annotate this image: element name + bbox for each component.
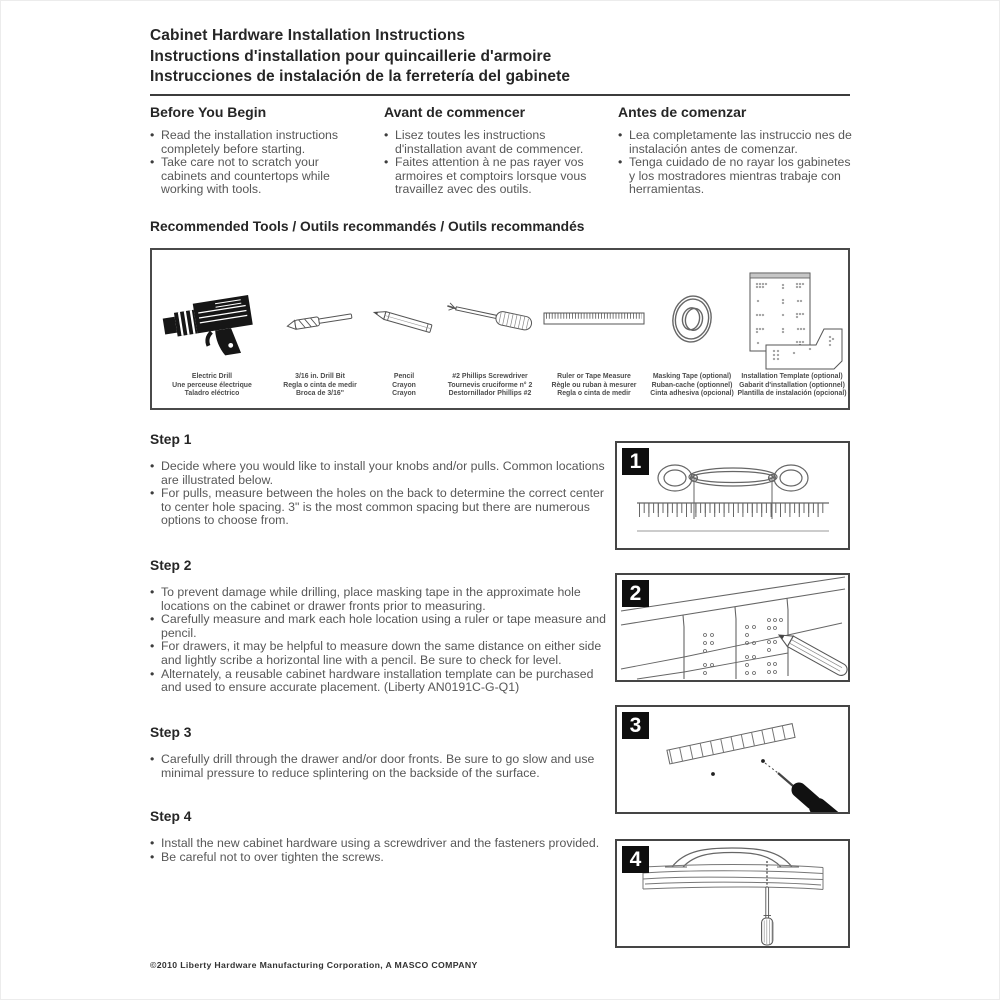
pull-measure-illustration	[617, 443, 848, 548]
intro-bullet-list	[618, 129, 852, 197]
tool-caption-line: Electric Drill	[191, 373, 233, 381]
tool-caption	[448, 373, 533, 399]
tool-cell-masking-tape	[648, 250, 736, 408]
tool-caption-line: Tournevis cruciforme n° 2	[447, 381, 533, 389]
tool-caption-line: Pencil	[393, 373, 415, 381]
bullet-item: • Lea completamente las instruccio nes de instalación antes de comenzar.	[618, 129, 852, 156]
bullet-item: • To prevent damage while drilling, place masking tape in the approximate hole locations on the cabinet or drawer fronts prior to measuring.	[150, 586, 608, 613]
bullet-item: • For drawers, it may be helpful to measure down the same distance on either side and lightly scribe a horizontal line with a pencil. Be sure to check for level.	[150, 640, 608, 667]
install-hardware-illustration	[617, 841, 848, 946]
intro-heading: Antes de comenzar	[618, 104, 747, 120]
copyright-line: ©2010 Liberty Hardware Manufacturing Corporation, A MASCO COMPANY	[150, 960, 478, 970]
tool-caption-line: Gabarit d'installation (optionnel)	[739, 381, 845, 389]
tool-caption-line: Ruler or Tape Measure	[557, 373, 631, 381]
recommended-tools-box	[150, 248, 850, 410]
step-2-figure	[615, 573, 850, 682]
title-english: Cabinet Hardware Installation Instructions	[150, 27, 466, 44]
tool-caption	[172, 373, 252, 399]
step-1-section	[150, 432, 608, 528]
mark-holes-illustration	[617, 575, 848, 680]
tool-caption-line: Une perceuse électrique	[172, 381, 252, 389]
intro-bullet-list	[150, 129, 366, 197]
step-4-figure	[615, 839, 850, 948]
tools-heading: Recommended Tools / Outils recommandés / Outils recommandés	[150, 219, 585, 234]
tool-cell-drill-bit	[272, 250, 368, 408]
intro-heading: Avant de commencer	[384, 104, 526, 120]
bullet-item: • Alternately, a reusable cabinet hardware installation template can be purchased and used to ensure accurate placement. (Liberty AN0191C-G-Q1)	[150, 668, 608, 695]
tool-caption-line: Taladro eléctrico	[184, 390, 240, 398]
tool-caption-line: Règle ou ruban à mesurer	[551, 381, 637, 389]
tool-cell-electric-drill	[152, 250, 272, 408]
intro-column-english	[150, 104, 384, 197]
electric-drill-icon	[154, 271, 270, 371]
tool-caption-line: Crayon	[392, 390, 416, 398]
tool-cell-ruler	[540, 250, 648, 408]
intro-columns	[150, 104, 862, 197]
tool-cell-screwdriver	[440, 250, 540, 408]
tool-caption-line: #2 Phillips Screwdriver	[452, 373, 528, 381]
bullet-item: • Be careful not to over tighten the screws.	[150, 851, 608, 865]
bullet-item: • Faites attention à ne pas rayer vos armoires et comptoirs lorsque vous travaillez avec des outils.	[384, 156, 600, 197]
tool-caption-line: Plantilla de instalación (opcional)	[737, 390, 847, 398]
step-1-figure	[615, 441, 850, 550]
tool-caption-line: Regla o cinta de medir	[283, 381, 357, 389]
bullet-item: • Take care not to scratch your cabinets and countertops while working with tools.	[150, 156, 366, 197]
step-number-badge: 2	[622, 580, 649, 607]
masking-tape-icon	[650, 271, 734, 371]
tool-caption-line: Regla o cinta de medir	[557, 390, 631, 398]
tool-caption-line: Destornillador Phillips #2	[448, 390, 532, 398]
step-heading: Step 4	[150, 809, 192, 824]
pencil-icon	[370, 271, 438, 371]
tool-caption	[551, 373, 636, 399]
phillips-screwdriver-icon	[442, 271, 538, 371]
bullet-item: • For pulls, measure between the holes on the back to determine the correct center to center hole spacing. 3" is the most common spacing but there are numerous options to choose from.	[150, 487, 608, 528]
doc-title	[150, 26, 570, 88]
title-french: Instructions d'installation pour quincaillerie d'armoire	[150, 47, 552, 65]
intro-heading: Before You Begin	[150, 104, 267, 120]
step-bullet-list	[150, 460, 608, 528]
step-bullet-list	[150, 837, 608, 864]
drill-holes-illustration	[617, 707, 848, 812]
bullet-item: • Read the installation instructions completely before starting.	[150, 129, 366, 156]
step-2-section	[150, 558, 608, 695]
tool-cell-pencil	[368, 250, 440, 408]
step-3-figure	[615, 705, 850, 814]
step-number-badge: 3	[622, 712, 649, 739]
step-4-section	[150, 809, 608, 864]
tool-caption-line: Crayon	[392, 381, 416, 389]
step-3-section	[150, 725, 608, 780]
intro-bullet-list	[384, 129, 600, 197]
bullet-item: • Carefully drill through the drawer and/or door fronts. Be sure to go slow and use minimal pressure to reduce splintering on the backside of the surface.	[150, 753, 608, 780]
step-number-badge: 4	[622, 846, 649, 873]
title-divider	[150, 94, 850, 96]
tool-caption-line: Cinta adhesiva (opcional)	[650, 390, 734, 398]
title-spanish: Instrucciones de instalación de la ferretería del gabinete	[150, 68, 571, 85]
tool-cell-installation-template	[736, 250, 848, 408]
tool-caption-line: Masking Tape (optional)	[652, 373, 732, 381]
step-heading: Step 3	[150, 725, 192, 740]
drill-bit-icon	[274, 271, 366, 371]
bullet-item: • Decide where you would like to install your knobs and/or pulls. Common locations are illustrated below.	[150, 460, 608, 487]
installation-template-icon	[738, 271, 846, 371]
bullet-item: • Install the new cabinet hardware using a screwdriver and the fasteners provided.	[150, 837, 608, 851]
step-bullet-list	[150, 586, 608, 695]
tool-caption	[650, 373, 733, 399]
intro-column-french	[384, 104, 618, 197]
tool-caption-line: 3/16 in. Drill Bit	[295, 373, 345, 381]
tool-caption	[737, 373, 846, 399]
tool-caption	[283, 373, 357, 399]
step-heading: Step 1	[150, 432, 192, 447]
bullet-item: • Lisez toutes les instructions d'installation avant de commencer.	[384, 129, 600, 156]
tool-caption	[392, 373, 416, 399]
step-bullet-list	[150, 753, 608, 780]
tool-caption-line: Installation Template (optional)	[741, 373, 843, 381]
tool-caption-line: Ruban-cache (optionnel)	[651, 381, 733, 389]
ruler-icon	[542, 271, 646, 371]
tool-caption-line: Broca de 3/16"	[295, 390, 345, 398]
bullet-item: • Tenga cuidado de no rayar los gabinetes y los mostradores mientras trabaje con herramientas.	[618, 156, 852, 197]
bullet-item: • Carefully measure and mark each hole location using a ruler or tape measure and pencil.	[150, 613, 608, 640]
step-number-badge: 1	[622, 448, 649, 475]
intro-column-spanish	[618, 104, 852, 197]
step-heading: Step 2	[150, 558, 192, 573]
